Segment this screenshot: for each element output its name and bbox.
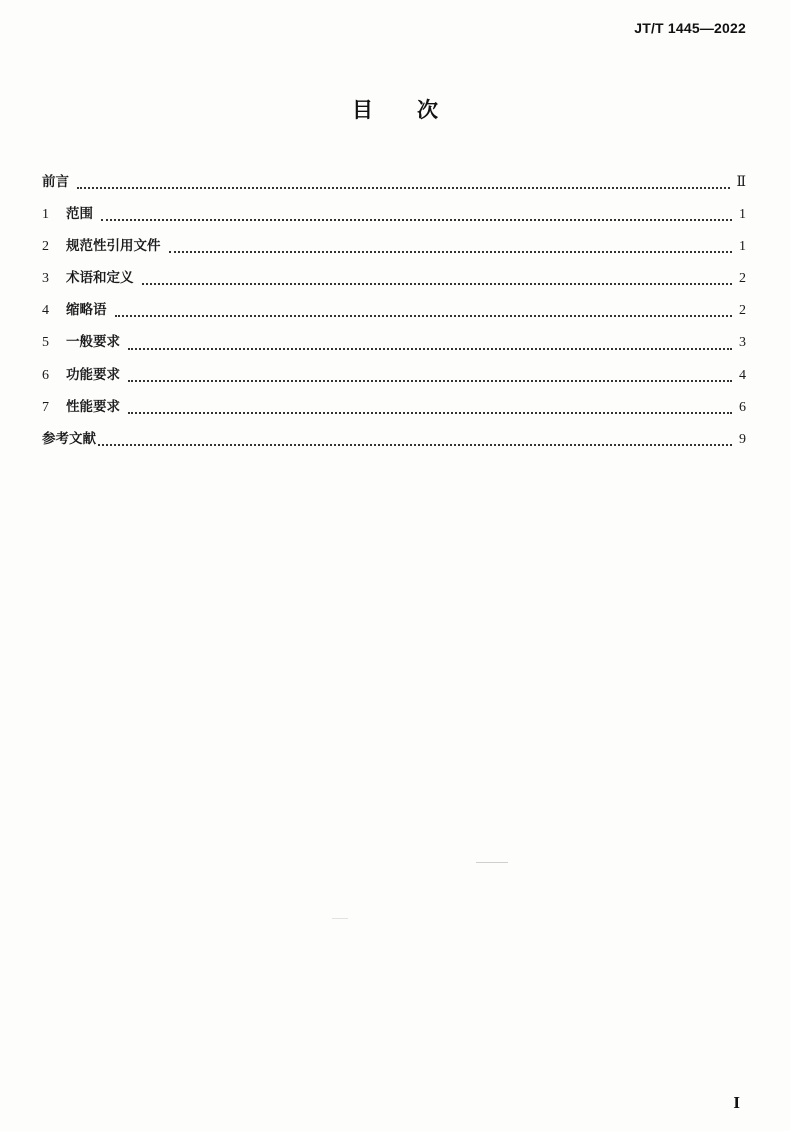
toc-entry-bibliography[interactable] — [42, 427, 746, 459]
toc-leader-dots — [98, 444, 732, 446]
scan-speck — [332, 918, 348, 919]
toc-entry-label: 参考文献 — [42, 430, 96, 447]
toc-entry-number: 3 — [42, 271, 49, 287]
toc-entry-performance-requirements[interactable] — [42, 395, 746, 427]
toc-leader-dots — [128, 348, 732, 350]
toc-leader-dots — [128, 412, 732, 414]
toc-leader-dots — [77, 187, 730, 189]
toc-entry-label: 前言 — [42, 174, 69, 190]
toc-entry-scope[interactable] — [42, 202, 746, 234]
toc-entry-page: 3 — [739, 335, 746, 351]
toc-leader-dots — [115, 315, 733, 317]
toc-entry-foreword[interactable] — [42, 170, 746, 202]
toc-entry-page: 2 — [739, 271, 746, 287]
toc-entry-number: 4 — [42, 303, 49, 319]
toc-entry-page: 2 — [739, 303, 746, 319]
toc-entry-number: 5 — [42, 335, 49, 351]
toc-entry-page: 1 — [739, 207, 746, 223]
scan-speck — [476, 862, 508, 863]
toc-entry-number: 1 — [42, 207, 49, 223]
toc-entry-page: 6 — [739, 399, 746, 415]
toc-entry-abbreviations[interactable] — [42, 298, 746, 330]
toc-entry-normative-references[interactable] — [42, 234, 746, 266]
toc-entry-label: 术语和定义 — [66, 270, 134, 287]
toc-leader-dots — [128, 380, 732, 382]
toc-entry-number: 6 — [42, 367, 49, 383]
toc-leader-dots — [142, 283, 733, 285]
toc-entry-page: 9 — [739, 431, 746, 447]
standard-code: JT/T 1445—2022 — [634, 20, 746, 36]
toc-entry-number: 7 — [42, 399, 49, 415]
toc-entry-label: 一般要求 — [66, 334, 120, 351]
toc-entry-page: 1 — [739, 239, 746, 255]
toc-entry-general-requirements[interactable] — [42, 330, 746, 362]
toc-entry-label: 规范性引用文件 — [66, 238, 161, 255]
toc-entry-label: 性能要求 — [66, 398, 120, 415]
toc-entry-number: 2 — [42, 239, 49, 255]
toc-entry-label: 缩略语 — [66, 302, 107, 319]
toc-entry-label: 范围 — [66, 206, 93, 223]
toc-entry-functional-requirements[interactable] — [42, 363, 746, 395]
toc-entry-label: 功能要求 — [66, 366, 120, 383]
toc-entry-terms-definitions[interactable] — [42, 266, 746, 298]
toc-leader-dots — [101, 219, 732, 221]
toc-entry-page: 4 — [739, 367, 746, 383]
toc-leader-dots — [169, 251, 733, 253]
toc-entry-page: Ⅱ — [736, 175, 746, 190]
page-number: I — [733, 1093, 740, 1112]
table-of-contents — [42, 170, 746, 459]
page-title: 目次 — [352, 98, 482, 122]
